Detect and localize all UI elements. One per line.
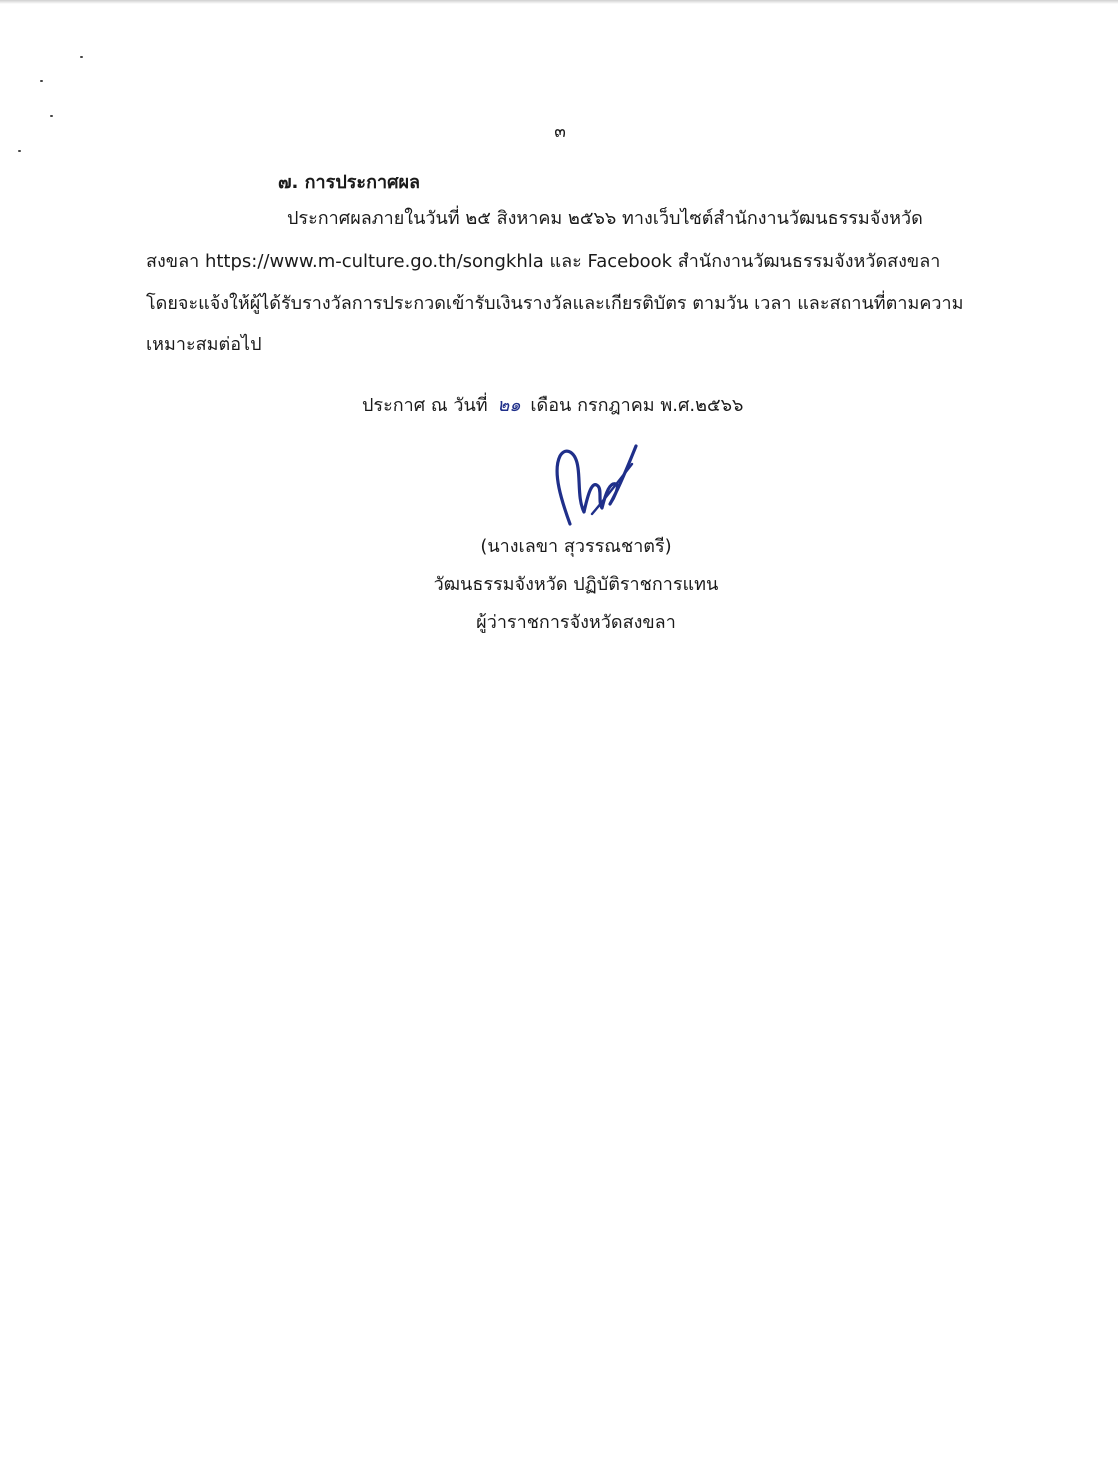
announcement-day: ๒๑ [497, 395, 521, 416]
announcement-date [362, 390, 743, 419]
signer-block [380, 532, 772, 646]
announcement-suffix: เดือน กรกฎาคม พ.ศ.๒๕๖๖ [530, 395, 744, 416]
signer-position: วัฒนธรรมจังหวัด ปฏิบัติราชการแทน [433, 574, 719, 595]
paragraph-line: ประกาศผลภายในวันที่ ๒๕ สิงหาคม ๒๕๖๖ ทางเว็บไซต์สำนักงานวัฒนธรรมจังหวัด [287, 208, 923, 229]
scan-speck [50, 115, 53, 117]
paragraph-line: โดยจะแจ้งให้ผู้ได้รับรางวัลการประกวดเข้ารับเงินรางวัลและเกียรติบัตร ตามวัน เวลา และสถานที่ตามความ [146, 293, 964, 314]
scan-speck [80, 56, 83, 58]
announcement-prefix: ประกาศ ณ วันที่ [362, 395, 488, 416]
signature-icon [548, 442, 638, 528]
paragraph-line: เหมาะสมต่อไป [146, 334, 262, 355]
section-heading: ๗. การประกาศผล [278, 172, 421, 193]
paragraph-line: สงขลา https://www.m-culture.go.th/songkhla และ Facebook สำนักงานวัฒนธรรมจังหวัดสงขลา [146, 251, 941, 272]
signer-name: (นางเลขา สุวรรณชาตรี) [480, 536, 672, 557]
scan-speck [40, 80, 43, 82]
signer-on-behalf: ผู้ว่าราชการจังหวัดสงขลา [476, 612, 676, 633]
scan-top-edge [0, 0, 1118, 4]
scan-speck [18, 150, 21, 152]
page-number: ๓ [554, 122, 566, 142]
